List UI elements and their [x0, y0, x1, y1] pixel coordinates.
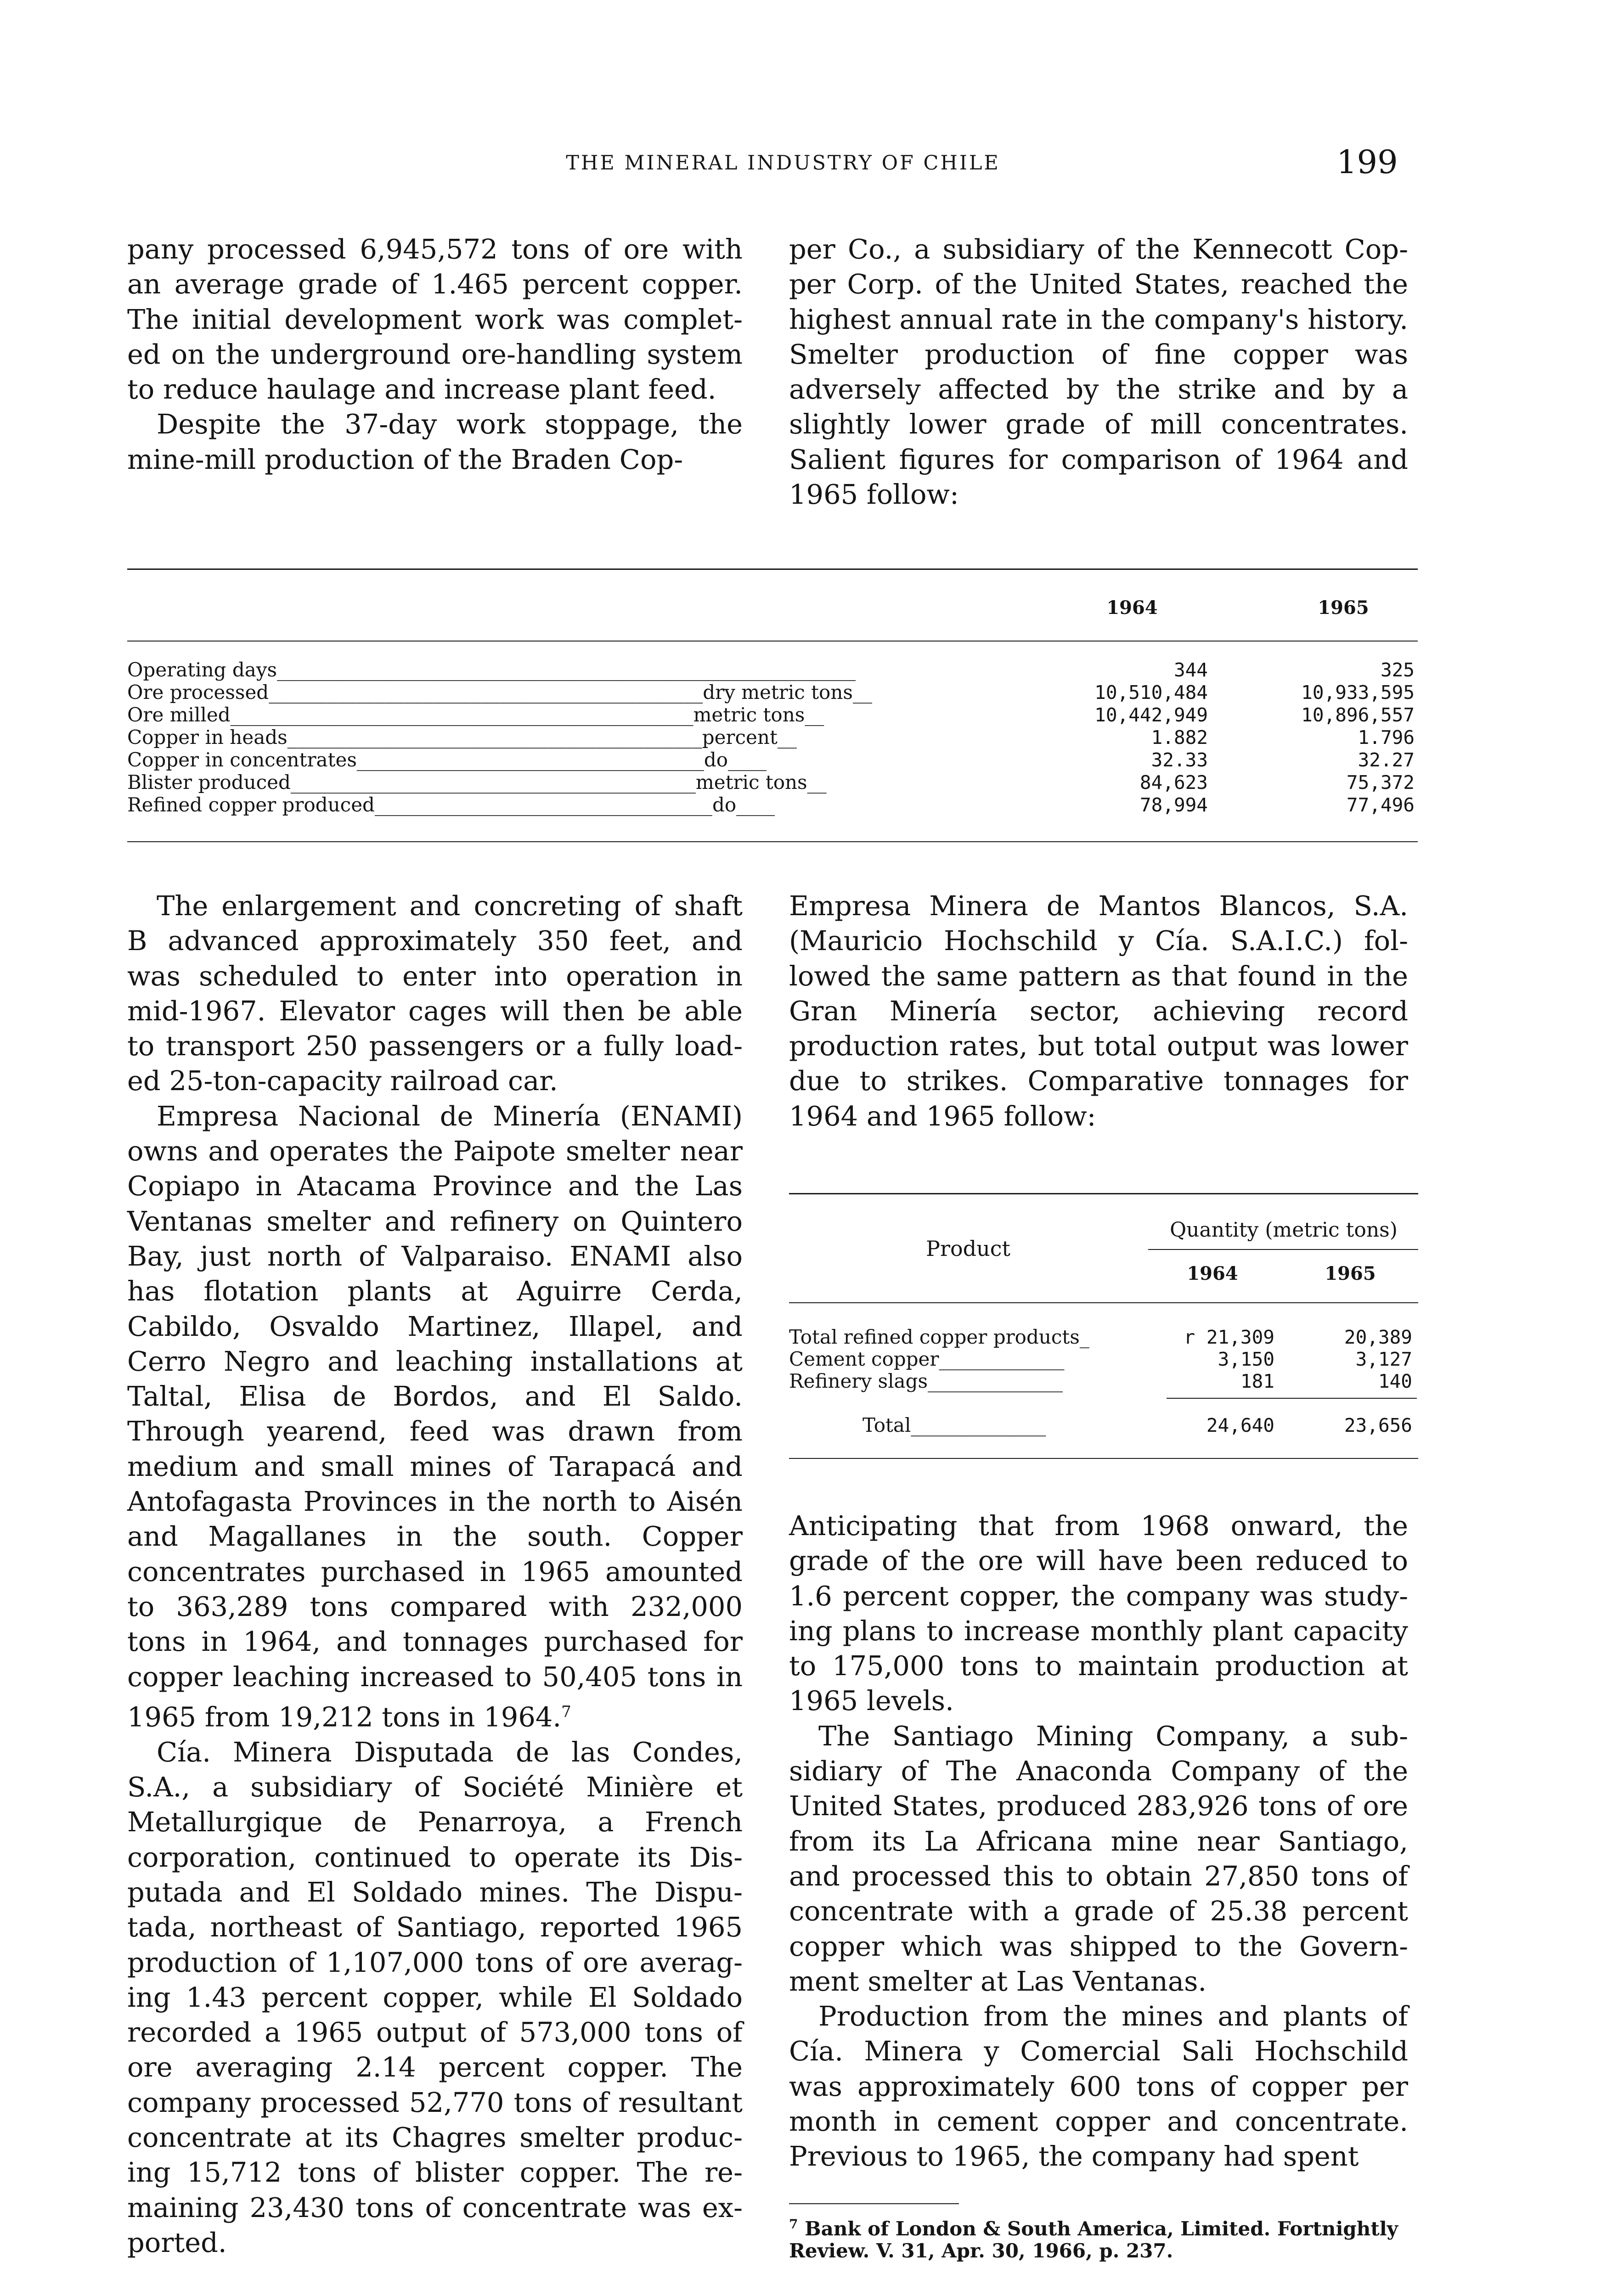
table-bottom-rule [127, 841, 1418, 842]
row-label: Ore processed_____________________________________________dry metric tons__ [127, 681, 872, 703]
value-1964: 344 [1173, 659, 1208, 681]
value-1965: 140 [1378, 1370, 1412, 1392]
paragraph: The enlargement and concreting of shaft B advanced approximately 350 feet, and was scheduled to enter into operation in mid-1967. Elevator cages will then be able to transport 250 passengers or a fully loaded 25-ton-capacity railroad car. [127, 890, 743, 1097]
quantity-header: Quantity (metric tons) [1170, 1218, 1398, 1242]
column-header-1965: 1965 [1318, 597, 1369, 619]
page-number: 199 [1336, 143, 1398, 181]
value-1964: 3,150 [1218, 1348, 1274, 1370]
column-right-lower [789, 1508, 1408, 2174]
value-1964: 32.33 [1151, 749, 1208, 771]
row-label: Ore milled________________________________________________metric tons__ [127, 704, 824, 726]
row-label: Copper in concentrates____________________________________do____ [127, 749, 767, 771]
running-title: THE MINERAL INDUSTRY OF CHILE [566, 152, 1000, 174]
row-label: Total refined copper products_ [789, 1326, 1089, 1348]
value-1965: 10,896,557 [1301, 704, 1415, 726]
row-label: Copper in heads___________________________________________percent__ [127, 726, 797, 748]
paragraph: Empresa Minera de Mantos Blancos, S.A. (Mauricio Hochschild y Cía. S.A.I.C.) followed the same pattern as that found in the Gran Minería sector, achieving record production rates, but total output was lower due to strikes. Comparative tonnages for 1964 and 1965 follow: [789, 890, 1408, 1132]
footnote-mark: 7 [789, 2217, 798, 2232]
value-1964: 1.882 [1151, 726, 1208, 748]
table-header-rule [127, 641, 1418, 642]
table-header-rule [789, 1302, 1418, 1303]
value-1964: r 21,309 [1184, 1326, 1274, 1348]
row-label: Refined copper produced___________________________________do____ [127, 794, 775, 816]
footnote-text: Bank of London & South America, Limited. Fortnightly Review. V. 31, Apr. 30, 1966, p. 237. [789, 2217, 1398, 2262]
paragraph [127, 1099, 743, 1735]
table-top-rule [127, 568, 1418, 570]
column-right-top [789, 232, 1408, 512]
total-1965: 23,656 [1344, 1414, 1412, 1436]
footnote-rule [789, 2203, 959, 2204]
quantity-header-rule [1148, 1249, 1418, 1250]
paragraph: pany processed 6,945,572 tons of ore with an average grade of 1.465 percent copper. The initial development work was completed on the underground ore-handling system to reduce haulage and increase plant feed. [127, 233, 743, 405]
value-1965: 1.796 [1358, 726, 1415, 748]
value-1965: 10,933,595 [1301, 681, 1415, 703]
column-right-main [789, 889, 1408, 1134]
footnote-reference: 7 [561, 1702, 571, 1721]
value-1964: 10,442,949 [1094, 704, 1208, 726]
value-1965: 325 [1380, 659, 1415, 681]
value-1965: 20,389 [1344, 1326, 1412, 1348]
total-label: Total______________ [863, 1414, 1046, 1436]
column-left-main [127, 889, 743, 2260]
paragraph: per Co., a subsidiary of the Kennecott Copper Corp. of the United States, reached the highest annual rate in the company's history. Smelter production of fine copper was adversely affected by the strike and by a slightly lower grade of mill concentrates. Salient figures for comparison of 1964 and 1965 follow: [789, 233, 1408, 511]
paragraph: Cía. Minera Disputada de las Condes, S.A., a subsidiary of Société Minière et Metallurgique de Penarroya, a French corporation, continued to operate its Disputada and El Soldado mines. The Disputada, northeast of Santiago, reported 1965 production of 1,107,000 tons of ore averaging 1.43 percent copper, while El Soldado recorded a 1965 output of 573,000 tons of ore averaging 2.14 percent copper. The company processed 52,770 tons of resultant concentrate at its Chagres smelter producing 15,712 tons of blister copper. The remaining 23,430 tons of concentrate was exported. [127, 1736, 743, 2258]
column-header-1964: 1964 [1106, 597, 1158, 619]
table-top-rule [789, 1193, 1418, 1194]
row-label: Refinery slags______________ [789, 1370, 1063, 1392]
paragraph-text: Empresa Nacional de Minería (ENAMI) owns and operates the Paipote smelter near Copiapo in Atacama Province and the Las Ventanas smelter and refinery on Quintero Bay, just north of Valparaiso. ENAMI also has flotation plants at Aguirre Cerda, Cabildo, Osvaldo Martinez, Illapel, and Cerro Negro and leaching installations at Taltal, Elisa de Bordos, and El Saldo. Through yearend, feed was drawn from medium and small mines of Tarapacá and Antofagasta Provinces in the north to Aisén and Magallanes in the south. Copper concentrates purchased in 1965 amounted to 363,289 tons compared with 232,000 tons in 1964, and tonnages purchased for copper leaching increased to 50,405 tons in 1965 from 19,212 tons in 1964. [127, 1100, 743, 1733]
value-1965: 77,496 [1346, 794, 1415, 816]
table-bottom-rule [789, 1458, 1418, 1459]
product-header: Product [926, 1236, 1010, 1261]
footnote [789, 2213, 1414, 2262]
value-1964: 181 [1240, 1370, 1274, 1392]
row-label: Cement copper_____________ [789, 1348, 1065, 1370]
total-rule [1167, 1398, 1417, 1399]
total-1964: 24,640 [1206, 1414, 1274, 1436]
value-1965: 3,127 [1355, 1348, 1412, 1370]
year-header-1965: 1965 [1325, 1263, 1376, 1284]
column-left-top [127, 232, 743, 477]
paragraph: Despite the 37-day work stoppage, the mine-mill production of the Braden Cop- [127, 408, 743, 475]
value-1965: 75,372 [1346, 771, 1415, 793]
paragraph: Anticipating that from 1968 onward, the grade of the ore will have been reduced to 1.6 percent copper, the company was studying plans to increase monthly plant capacity to 175,000 tons to maintain production at 1965 levels. [789, 1510, 1408, 1717]
row-label: Blister produced__________________________________________metric tons__ [127, 771, 827, 793]
value-1965: 32.27 [1358, 749, 1415, 771]
value-1964: 10,510,484 [1094, 681, 1208, 703]
value-1964: 84,623 [1139, 771, 1208, 793]
value-1964: 78,994 [1139, 794, 1208, 816]
paragraph: Production from the mines and plants of Cía. Minera y Comercial Sali Hochschild was approximately 600 tons of copper per month in cement copper and concentrate. Previous to 1965, the company had spent [789, 2000, 1408, 2172]
year-header-1964: 1964 [1187, 1263, 1238, 1284]
paragraph: The Santiago Mining Company, a subsidiary of The Anaconda Company of the United States, produced 283,926 tons of ore from its La Africana mine near Santiago, and processed this to obtain 27,850 tons of concentrate with a grade of 25.38 percent copper which was shipped to the Government smelter at Las Ventanas. [789, 1720, 1408, 1997]
row-label: Operating days____________________________________________________________ [127, 659, 856, 681]
